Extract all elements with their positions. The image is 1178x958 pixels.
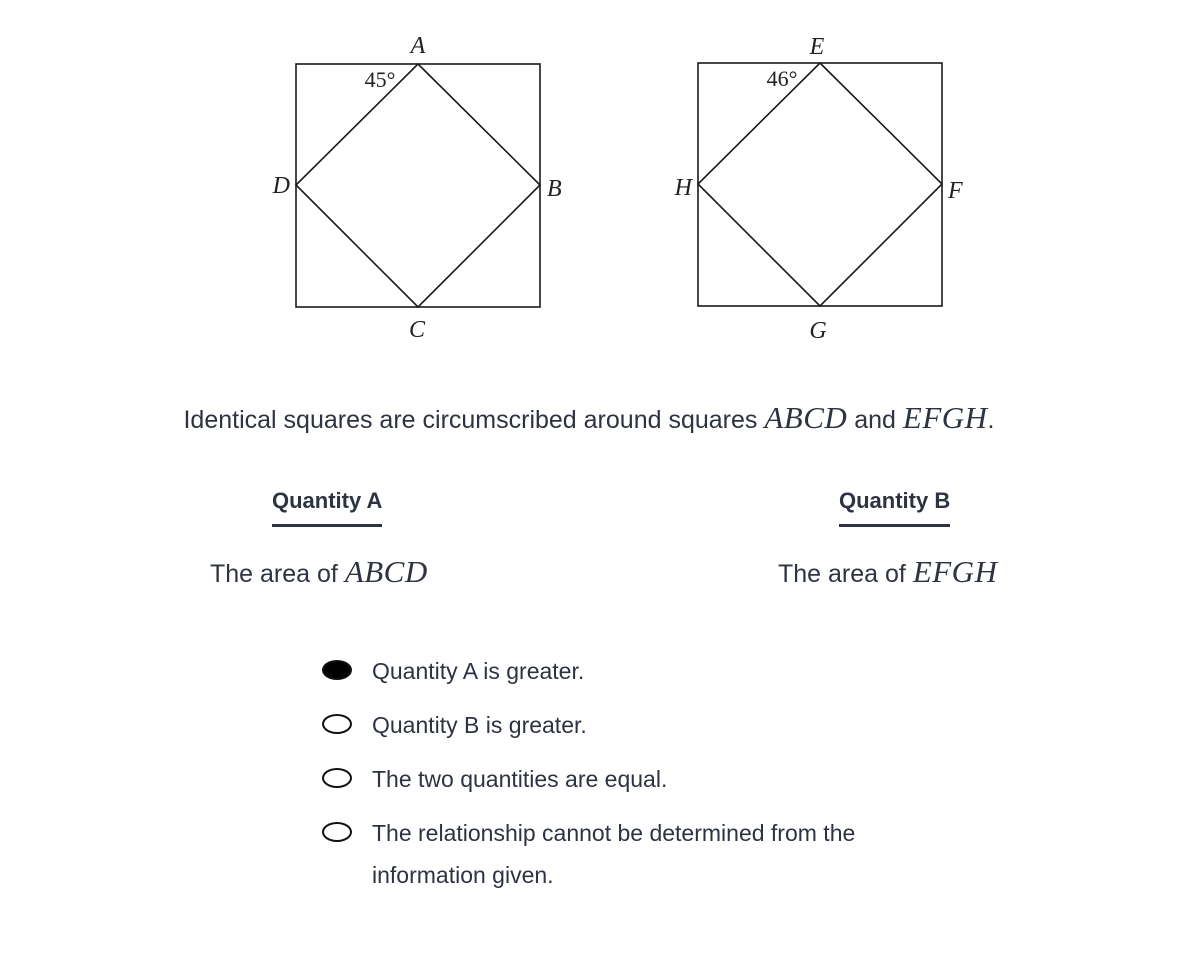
answer-choice-label: The two quantities are equal. xyxy=(372,766,668,792)
radio-button[interactable] xyxy=(322,822,352,842)
square-abcd xyxy=(296,64,540,307)
left-square-figure xyxy=(272,33,562,343)
quantity-a-heading: Quantity A xyxy=(272,488,382,527)
answer-choice-d[interactable] xyxy=(322,812,932,896)
answer-choice-a[interactable] xyxy=(322,650,932,692)
angle-label-right: 46° xyxy=(766,66,798,91)
geometry-figure xyxy=(0,0,1178,360)
radio-button[interactable] xyxy=(322,768,352,788)
right-square-figure xyxy=(674,34,963,344)
vertex-label-e: E xyxy=(809,34,825,60)
vertex-label-b: B xyxy=(547,176,562,202)
answer-choice-c[interactable] xyxy=(322,758,932,800)
vertex-label-a: A xyxy=(410,33,426,59)
statement-text-and: and xyxy=(847,406,903,434)
quantity-a-math: ABCD xyxy=(344,554,428,589)
quantity-a-text: The area of xyxy=(210,560,345,588)
statement-text: Identical squares are circumscribed around squares xyxy=(183,406,765,434)
answer-choice-label: Quantity A is greater. xyxy=(372,658,585,684)
statement-math-abcd: ABCD xyxy=(764,400,848,435)
vertex-label-g: G xyxy=(809,318,827,344)
quantity-b-value xyxy=(778,550,997,596)
quantity-a-value xyxy=(210,550,428,596)
vertex-label-h: H xyxy=(674,175,692,201)
left-outer-square xyxy=(296,64,540,307)
quantity-b-heading: Quantity B xyxy=(839,488,950,527)
vertex-label-d: D xyxy=(272,173,290,199)
answer-choice-label: The relationship cannot be determined from the information given. xyxy=(372,820,856,888)
answer-choice-b[interactable] xyxy=(322,704,932,746)
answer-choice-label: Quantity B is greater. xyxy=(372,712,587,738)
statement-period: . xyxy=(987,406,995,434)
right-outer-square xyxy=(698,63,942,306)
square-efgh xyxy=(698,63,942,306)
statement-math-efgh: EFGH xyxy=(902,400,988,435)
quantity-b-text: The area of xyxy=(778,560,913,588)
problem-statement xyxy=(0,396,1178,442)
radio-button[interactable] xyxy=(322,660,352,680)
vertex-label-f: F xyxy=(948,178,963,204)
vertex-label-c: C xyxy=(408,317,426,343)
quantity-b-math: EFGH xyxy=(912,554,998,589)
angle-label-left: 45° xyxy=(364,67,396,92)
answer-choices xyxy=(322,650,932,908)
radio-button[interactable] xyxy=(322,714,352,734)
